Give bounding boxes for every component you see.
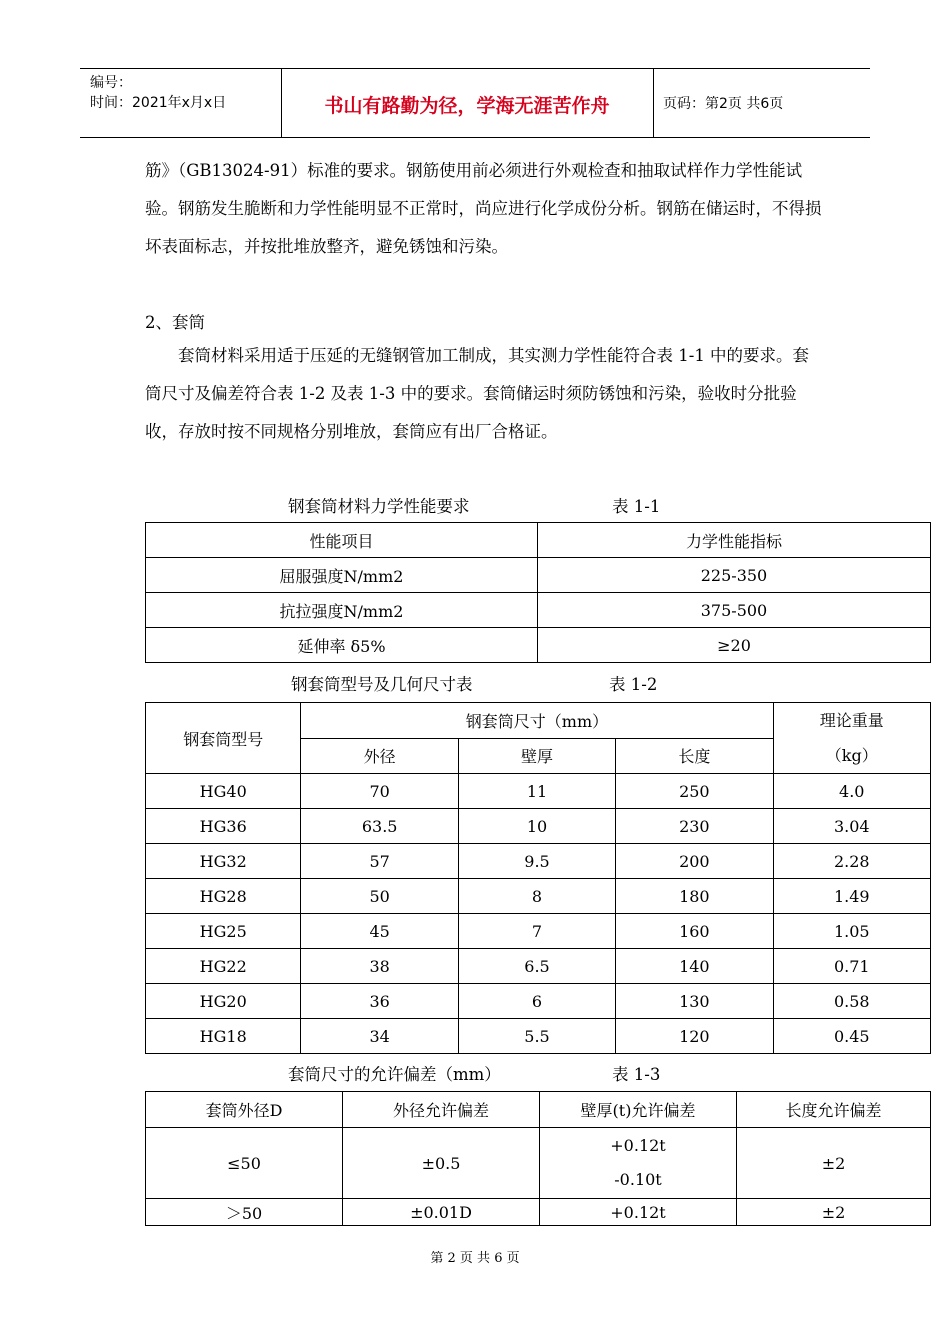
table3-wall-tol-lower: -0.10t	[614, 1170, 662, 1189]
table2-cell: 120	[616, 1019, 773, 1054]
table2-cell: 70	[301, 774, 458, 809]
table-row	[146, 628, 931, 663]
table2-cell: 0.58	[773, 984, 930, 1019]
table2-cell: 0.71	[773, 949, 930, 984]
page-footer: 第 2 页 共 6 页	[430, 1251, 520, 1266]
table2-cell: 9.5	[458, 844, 615, 879]
table2-cell: 4.0	[773, 774, 930, 809]
table2-cell: 8	[458, 879, 615, 914]
table2-cell: 230	[616, 809, 773, 844]
table3-cell: ≤50	[146, 1128, 343, 1199]
table3-number: 表 1-3	[612, 1065, 661, 1084]
table2-cell: 180	[616, 879, 773, 914]
table3-cell: ＞50	[146, 1199, 343, 1226]
table-row	[146, 1019, 931, 1054]
table2-cell: 6	[458, 984, 615, 1019]
table-row	[146, 1128, 931, 1199]
table-row	[146, 879, 931, 914]
table2-cell: HG18	[146, 1019, 301, 1054]
table-row	[146, 844, 931, 879]
table2-header-weight	[773, 703, 930, 774]
document-number-label: 编号：	[90, 75, 132, 91]
paragraph-steel-requirements: 筋》（GB13024-91）标准的要求。钢筋使用前必须进行外观检查和抽取试样作力学性能试验。钢筋发生脆断和力学性能明显不正常时，尚应进行化学成份分析。钢筋在储运时，不得损坏表面标志，并按批堆放整齐，避免锈蚀和污染。	[145, 161, 822, 256]
table2-header-weight-label: 理论重量	[819, 711, 884, 730]
table2-cell: 50	[301, 879, 458, 914]
header-motto: 书山有路勤为径，学海无涯苦作舟	[324, 95, 610, 117]
table-row	[146, 774, 931, 809]
table2-header-model: 钢套筒型号	[146, 703, 301, 774]
table3-cell: ±0.5	[343, 1128, 540, 1199]
table2-subheader-outer: 外径	[301, 738, 458, 774]
paragraph-sleeve-material: 套筒材料采用适于压延的无缝钢管加工制成，其实测力学性能符合表 1-1 中的要求。套筒尺寸及偏差符合表 1-2 及表 1-3 中的要求。套筒储运时须防锈蚀和污染，验收时分批验收，存放时按不同规格分别堆放，套筒应有出厂合格证。	[145, 346, 810, 441]
table2-subheader-wall: 壁厚	[458, 738, 615, 774]
table2-cell: HG40	[146, 774, 301, 809]
table2-cell: 130	[616, 984, 773, 1019]
table2-cell: 34	[301, 1019, 458, 1054]
table2-cell: 57	[301, 844, 458, 879]
table3-header-outer-d: 套筒外径D	[146, 1092, 343, 1128]
table-row	[146, 1199, 931, 1226]
table2-cell: HG28	[146, 879, 301, 914]
table2-header-weight-unit: （kg）	[825, 746, 878, 765]
table3-header-outer-tol: 外径允许偏差	[343, 1092, 540, 1128]
table2-cell: 140	[616, 949, 773, 984]
header-divider	[653, 69, 654, 137]
table-row	[146, 984, 931, 1019]
table2-cell: HG22	[146, 949, 301, 984]
table2-cell: 38	[301, 949, 458, 984]
table2-cell: 6.5	[458, 949, 615, 984]
table2-header-size: 钢套筒尺寸（mm）	[301, 703, 773, 739]
document-time-label: 时间：2021年x月x日	[90, 95, 227, 111]
table1-header-value: 力学性能指标	[538, 523, 931, 558]
table1-cell: 延伸率 δ5%	[146, 628, 538, 663]
table2-cell: 2.28	[773, 844, 930, 879]
table3-wall-tol-cell	[540, 1128, 737, 1199]
table3-cell: +0.12t	[540, 1199, 737, 1226]
table-row	[146, 593, 931, 628]
table3-header-length-tol: 长度允许偏差	[737, 1092, 931, 1128]
table2-cell: 1.49	[773, 879, 930, 914]
table2-cell: 1.05	[773, 914, 930, 949]
table2-cell: 3.04	[773, 809, 930, 844]
table1-caption: 钢套筒材料力学性能要求	[288, 497, 470, 516]
table2-subheader-length: 长度	[616, 738, 773, 774]
table3-caption: 套筒尺寸的允许偏差（mm）	[288, 1065, 501, 1084]
table-row	[146, 558, 931, 593]
table2-cell: 0.45	[773, 1019, 930, 1054]
table1-cell: 抗拉强度N/mm2	[146, 593, 538, 628]
table2-number: 表 1-2	[609, 675, 658, 694]
table1-cell: ≥20	[538, 628, 931, 663]
table2-cell: 160	[616, 914, 773, 949]
table2-cell: HG32	[146, 844, 301, 879]
table-tolerances	[145, 1091, 931, 1226]
table2-cell: 45	[301, 914, 458, 949]
table3-cell: ±0.01D	[343, 1199, 540, 1226]
table-sleeve-dimensions	[145, 702, 931, 1054]
table2-cell: 11	[458, 774, 615, 809]
table2-cell: 7	[458, 914, 615, 949]
table-mechanical-properties	[145, 522, 931, 663]
header-page-label: 页码：第2页 共6页	[663, 96, 784, 112]
table2-cell: HG20	[146, 984, 301, 1019]
table2-caption: 钢套筒型号及几何尺寸表	[291, 675, 473, 694]
section-title: 2、套筒	[145, 313, 205, 332]
table2-cell: 63.5	[301, 809, 458, 844]
table2-cell: 5.5	[458, 1019, 615, 1054]
table-row	[146, 809, 931, 844]
table2-cell: HG25	[146, 914, 301, 949]
table1-cell: 225-350	[538, 558, 931, 593]
table2-cell: 36	[301, 984, 458, 1019]
table2-cell: HG36	[146, 809, 301, 844]
table1-cell: 屈服强度N/mm2	[146, 558, 538, 593]
table1-header-item: 性能项目	[146, 523, 538, 558]
table2-cell: 250	[616, 774, 773, 809]
header-meta	[90, 73, 226, 113]
table3-cell: ±2	[737, 1128, 931, 1199]
table1-number: 表 1-1	[612, 497, 661, 516]
table-row	[146, 914, 931, 949]
table2-cell: 10	[458, 809, 615, 844]
table3-cell: ±2	[737, 1199, 931, 1226]
table1-cell: 375-500	[538, 593, 931, 628]
table3-wall-tol-upper: +0.12t	[610, 1136, 666, 1155]
table-row	[146, 949, 931, 984]
table2-cell: 200	[616, 844, 773, 879]
table3-header-wall-tol: 壁厚(t)允许偏差	[540, 1092, 737, 1128]
page-header	[80, 68, 870, 138]
